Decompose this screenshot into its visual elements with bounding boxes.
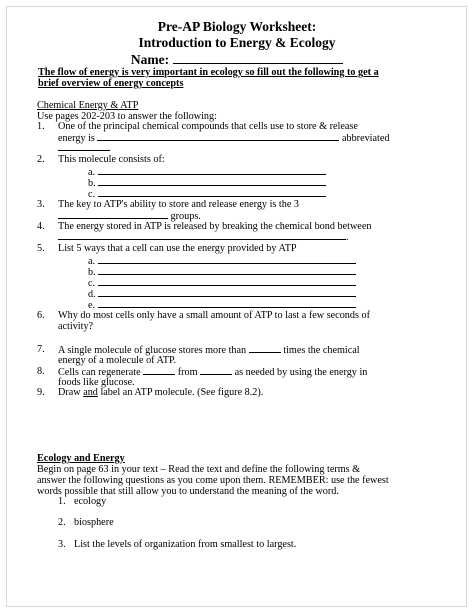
q5-sub-e-label: e. bbox=[88, 300, 96, 311]
q2-sub-a-label: a. bbox=[88, 167, 96, 178]
q5-sub-c bbox=[88, 278, 356, 290]
q7-prefix: A single molecule of glucose stores more than bbox=[58, 345, 247, 356]
q1-blank-abbreviation[interactable] bbox=[58, 143, 110, 151]
q4-line2: . bbox=[58, 232, 349, 244]
q1-prefix: energy is bbox=[58, 133, 95, 144]
q7-line2: energy of a molecule of ATP. bbox=[58, 355, 177, 366]
q3-number: 3. bbox=[37, 199, 45, 210]
q8-blank-1[interactable] bbox=[143, 367, 175, 375]
q9-text bbox=[58, 388, 263, 399]
q3-blank[interactable] bbox=[58, 211, 168, 219]
q6-number: 6. bbox=[37, 310, 45, 321]
q2-sub-b bbox=[88, 178, 326, 190]
q2-sub-b-label: b. bbox=[88, 178, 96, 189]
worksheet-title-line2: Introduction to Energy & Ecology bbox=[138, 35, 336, 50]
section-heading-ecology-energy: Ecology and Energy bbox=[37, 453, 125, 464]
q1-line1: One of the principal chemical compounds that cells use to store & release bbox=[58, 121, 358, 132]
eco-item2-text: biosphere bbox=[74, 517, 114, 528]
q2-number: 2. bbox=[37, 154, 45, 165]
q8-line2: foods like glucose. bbox=[58, 377, 135, 388]
name-field[interactable] bbox=[0, 52, 474, 68]
section2-line1: Begin on page 63 in your text – Read the text and define the following terms & bbox=[37, 464, 361, 475]
q8-blank-2[interactable] bbox=[200, 367, 232, 375]
intro-line2: brief overview of energy concepts bbox=[38, 78, 184, 89]
eco-item2-number: 2. bbox=[58, 517, 66, 528]
section-heading-chemical-energy: Chemical Energy & ATP bbox=[37, 100, 139, 111]
q2-blank-c[interactable] bbox=[98, 189, 326, 197]
q4-number: 4. bbox=[37, 221, 45, 232]
q5-sub-b bbox=[88, 267, 356, 279]
q5-blank-d[interactable] bbox=[98, 289, 356, 297]
eco-item1-number: 1. bbox=[58, 496, 66, 507]
q1-blank-compound[interactable] bbox=[97, 133, 339, 141]
q7-blank[interactable] bbox=[249, 345, 281, 353]
eco-item1-text: ecology bbox=[74, 496, 107, 507]
q7-suffix: times the chemical bbox=[283, 345, 360, 356]
q5-sub-a-label: a. bbox=[88, 256, 96, 267]
q2-blank-b[interactable] bbox=[98, 178, 326, 186]
q5-sub-a bbox=[88, 256, 356, 268]
q1-line3 bbox=[58, 143, 110, 155]
q9-underlined: and bbox=[83, 387, 98, 398]
section2-line3: words possible that still allow you to understand the meaning of the word. bbox=[37, 486, 339, 497]
q3-suffix: groups. bbox=[170, 211, 201, 222]
eco-item3-number: 3. bbox=[58, 539, 66, 550]
name-label: Name: bbox=[130, 52, 170, 67]
q4-line1: The energy stored in ATP is released by breaking the chemical bond between bbox=[58, 221, 372, 232]
q9-number: 9. bbox=[37, 387, 45, 398]
q6-line1: Why do most cells only have a small amount of ATP to last a few seconds of bbox=[58, 310, 370, 321]
worksheet-title-line1: Pre-AP Biology Worksheet: bbox=[157, 19, 317, 34]
q5-number: 5. bbox=[37, 243, 45, 254]
eco-item3-text: List the levels of organization from smallest to largest. bbox=[74, 539, 297, 550]
section2-line2: answer the following questions as you come upon them. REMEMBER: use the fewest bbox=[37, 475, 389, 486]
intro-line1: The flow of energy is very important in ecology so fill out the following to get a bbox=[38, 67, 379, 78]
q7-number: 7. bbox=[37, 344, 45, 355]
q9-post: label an ATP molecule. (See figure 8.2). bbox=[97, 387, 264, 398]
q9-pre: Draw bbox=[58, 387, 84, 398]
q4-blank[interactable] bbox=[58, 232, 346, 240]
q5-blank-a[interactable] bbox=[98, 256, 356, 264]
q5-sub-d-label: d. bbox=[88, 289, 96, 300]
q2-sub-c-label: c. bbox=[88, 189, 96, 200]
q5-sub-c-label: c. bbox=[88, 278, 96, 289]
name-blank[interactable] bbox=[173, 53, 343, 64]
q5-blank-c[interactable] bbox=[98, 278, 356, 286]
q2-text: This molecule consists of: bbox=[58, 154, 165, 165]
q6-line2: activity? bbox=[58, 321, 94, 332]
q5-blank-e[interactable] bbox=[98, 300, 356, 308]
q5-text: List 5 ways that a cell can use the energy provided by ATP bbox=[58, 243, 297, 254]
q2-blank-a[interactable] bbox=[98, 167, 326, 175]
q5-sub-d bbox=[88, 289, 356, 301]
q1-number: 1. bbox=[37, 121, 45, 132]
q5-blank-b[interactable] bbox=[98, 267, 356, 275]
q2-sub-a bbox=[88, 167, 326, 179]
q8-prefix: Cells can regenerate bbox=[58, 367, 141, 378]
q8-mid: from bbox=[177, 367, 198, 378]
q8-suffix: as needed by using the energy in bbox=[234, 367, 368, 378]
q5-sub-b-label: b. bbox=[88, 267, 96, 278]
q8-number: 8. bbox=[37, 366, 45, 377]
q1-suffix: abbreviated bbox=[341, 133, 390, 144]
q3-line1: The key to ATP's ability to store and release energy is the 3 bbox=[58, 199, 299, 210]
section1-instruction: Use pages 202-203 to answer the following: bbox=[37, 111, 217, 122]
